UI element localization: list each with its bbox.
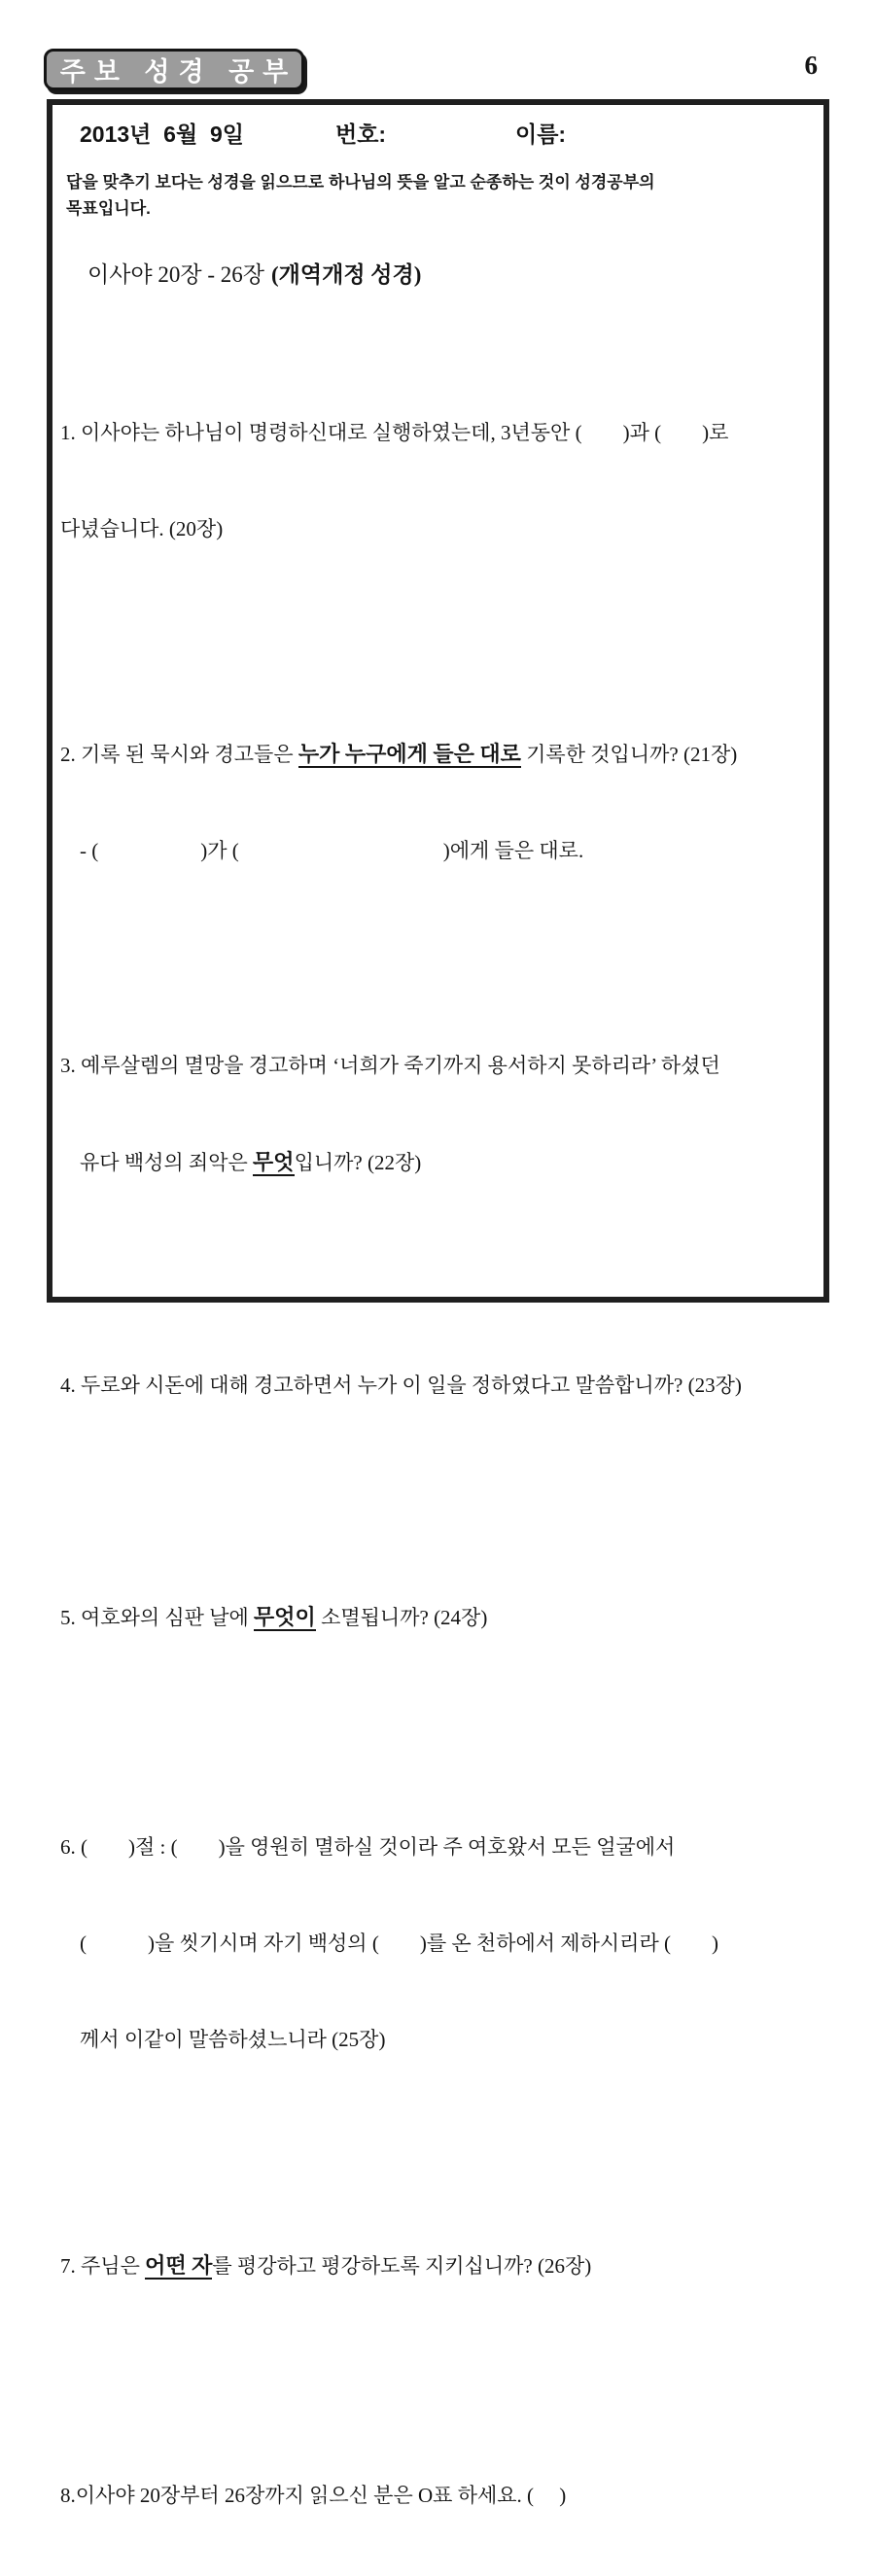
intro-note [60,169,812,222]
question-5 [60,1537,812,1698]
page-number: 6 [804,51,818,80]
question-6-line-1 [60,1831,812,1863]
question-2-line-2 [60,835,812,867]
question-text: 2. 기록 된 묵시와 경고들은 [60,743,298,766]
question-6-line-3 [60,2024,812,2056]
question-1-line-1 [60,417,812,449]
name-label: 이름: [515,122,567,147]
question-text: 유다 백성의 죄악은 [80,1151,254,1174]
section-title-range: 이사야 20장 - 26장 [88,262,264,287]
intro-line-2: 목표입니다. [66,199,151,218]
question-keyword: 누가 누구에게 들은 대로 [298,742,521,766]
question-8-line-1 [60,2480,812,2512]
question-text: 다녔습니다. (20장) [60,517,224,540]
question-3-line-1 [60,1050,812,1082]
question-text: 기록한 것입니까? (21장) [520,743,738,766]
question-text: ( )을 씻기시며 자기 백성의 ( )를 온 천하에서 제하시리라 ( ) [80,1932,718,1955]
question-1 [60,353,812,609]
question-3 [60,986,812,1243]
question-text: 3. 예루살렘의 멸망을 경고하며 ‘너희가 죽기까지 용서하지 못하리라’ 하셨던 [60,1054,720,1077]
question-text: 7. 주님은 [60,2254,146,2278]
question-text: 6. ( )절 : ( )을 영원히 멸하실 것이라 주 여호왔서 모든 얼굴에서 [60,1835,676,1859]
question-5-line-1 [60,1601,812,1634]
question-text: 4. 두로와 시돈에 대해 경고하면서 누가 이 일을 정하였다고 말씀합니까? (23장) [60,1374,742,1397]
intro-line-1: 답을 맞추기 보다는 성경을 읽으므로 하나님의 뜻을 알고 순종하는 것이 성경공부의 [66,173,655,191]
question-text: 소멸됩니까? (24장) [315,1606,488,1629]
question-text: 8.이사야 20장부터 26장까지 읽으신 분은 O표 하세요. ( ) [60,2484,567,2507]
page-header [0,0,875,90]
header-badge-label: 주보 성경 공부 [59,57,298,87]
question-text: - ( )가 ( )에게 들은 대로. [80,839,584,862]
question-2 [60,674,812,931]
question-6 [60,1767,812,2120]
question-1-line-2 [60,513,812,545]
question-text: 를 평강하고 평강하도록 지키십니까? (26장) [212,2254,592,2278]
question-2-line-1 [60,738,812,771]
question-8 [60,2416,812,2576]
date-text: 2013년 6월 9일 [80,122,244,147]
question-keyword: 무엇 [253,1150,295,1174]
question-4-line-1 [60,1370,812,1402]
header-badge [44,49,304,90]
worksheet-box [47,99,829,2507]
question-text: 입니까? (22장) [294,1151,422,1174]
form-header-row [60,113,812,146]
question-text: 1. 이사야는 하나님이 명령하신대로 실행하였는데, 3년동안 ( )과 ( )로 [60,421,729,444]
question-4 [60,1305,812,1466]
section-title [60,257,812,289]
question-text: 께서 이같이 말씀하셨느니라 (25장) [80,2028,386,2051]
question-keyword: 어떤 자 [145,2253,213,2278]
number-label: 번호: [335,122,387,147]
question-3-line-2 [60,1146,812,1179]
section-title-version: (개역개정 성경) [271,262,422,287]
question-text: 5. 여호와의 심판 날에 [60,1606,255,1629]
question-keyword: 무엇이 [254,1605,316,1629]
question-6-line-2 [60,1928,812,1960]
question-7 [60,2185,812,2347]
question-7-line-1 [60,2249,812,2282]
